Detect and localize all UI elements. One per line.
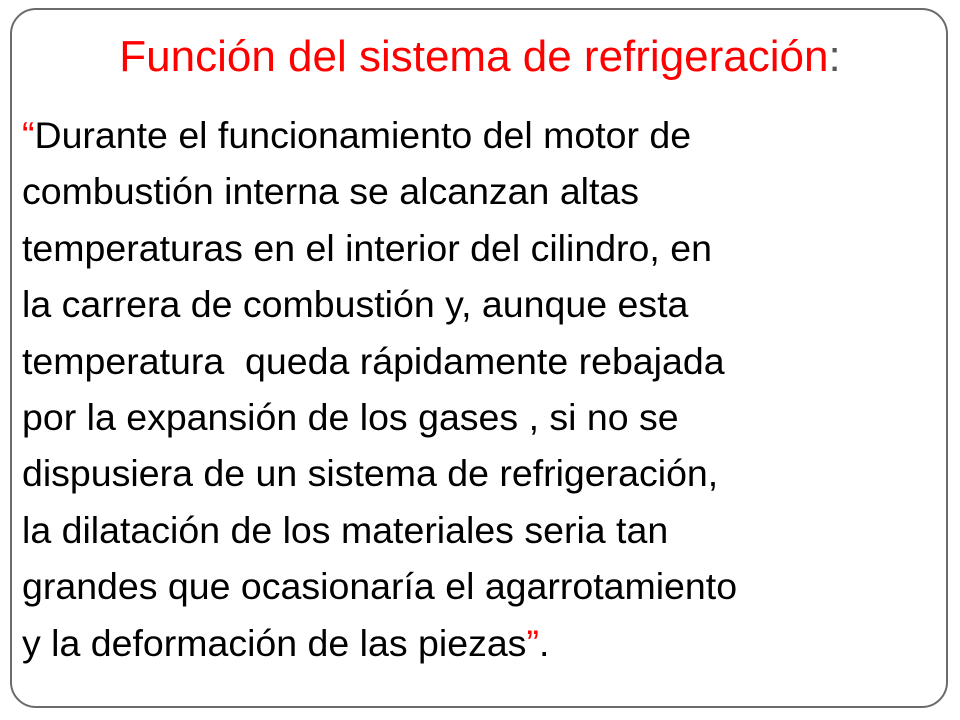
slide-title [0, 30, 960, 84]
quote-line: grandes que ocasionaría el agarrotamiento [22, 565, 738, 608]
quote-line [22, 615, 947, 671]
opening-quote-mark: “ [22, 114, 35, 156]
quote-end-punctuation: . [538, 621, 550, 664]
quote-line: temperatura queda rápidamente rebajada [22, 339, 725, 382]
closing-quote-mark: ” [526, 621, 539, 664]
quote-paragraph [22, 107, 947, 671]
slide-title-colon: : [828, 32, 841, 81]
quote-line [22, 107, 947, 163]
quote-line: temperaturas en el interior del cilindro, en [22, 226, 712, 269]
quote-line: combustión interna se alcanzan altas [22, 170, 640, 213]
quote-line: por la expansión de los gases , si no se [22, 395, 679, 438]
quote-line: la carrera de combustión y, aunque esta [22, 283, 689, 326]
quote-line-text: Durante el funcionamiento del motor de [34, 114, 692, 156]
quote-line-text: y la deformación de las piezas [22, 621, 527, 664]
quote-line: dispusiera de un sistema de refrigeración, [22, 452, 719, 495]
slide-title-text: Función del sistema de refrigeración [119, 32, 829, 81]
quote-line: la dilatación de los materiales seria tan [22, 508, 669, 551]
